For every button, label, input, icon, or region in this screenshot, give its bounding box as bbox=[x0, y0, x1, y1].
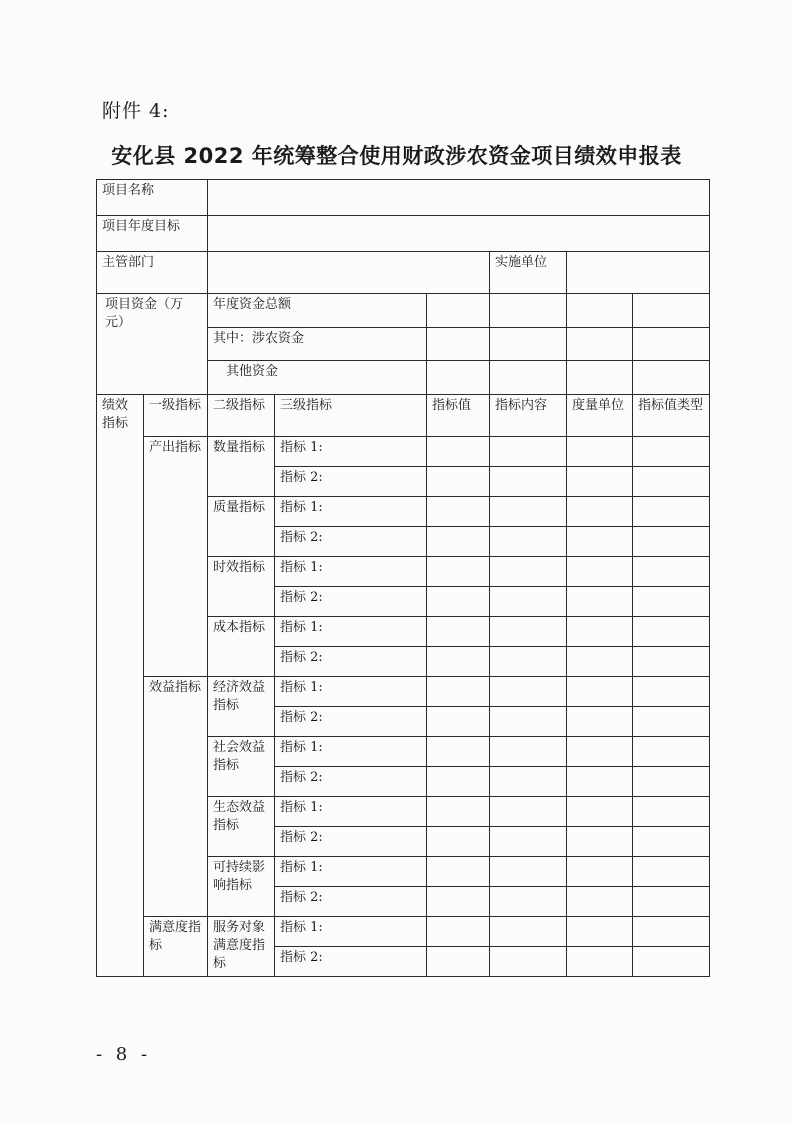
type-cell[interactable] bbox=[633, 767, 710, 797]
type-cell[interactable] bbox=[633, 947, 710, 977]
level3-indicator[interactable]: 指标 1: bbox=[275, 857, 427, 887]
dept-field[interactable] bbox=[208, 252, 490, 294]
row-annual-goal bbox=[97, 216, 710, 252]
type-cell[interactable] bbox=[633, 617, 710, 647]
value-cell[interactable] bbox=[427, 887, 490, 917]
type-cell[interactable] bbox=[633, 437, 710, 467]
unit-cell[interactable] bbox=[567, 437, 633, 467]
funds-label: 项目资金（万元） bbox=[97, 294, 208, 395]
level2-indicator: 社会效益指标 bbox=[208, 737, 275, 797]
type-cell[interactable] bbox=[633, 887, 710, 917]
header-type: 指标值类型 bbox=[633, 395, 710, 437]
content-cell[interactable] bbox=[490, 917, 567, 947]
content-cell[interactable] bbox=[490, 677, 567, 707]
indicator-row bbox=[97, 917, 710, 947]
level3-indicator[interactable]: 指标 1: bbox=[275, 497, 427, 527]
funds-agri-label: 其中：涉农资金 bbox=[208, 328, 427, 361]
type-cell[interactable] bbox=[633, 827, 710, 857]
level3-indicator[interactable]: 指标 2: bbox=[275, 587, 427, 617]
funds-other-cell-4[interactable] bbox=[633, 361, 710, 395]
level1-indicator: 产出指标 bbox=[144, 437, 208, 677]
level3-indicator[interactable]: 指标 2: bbox=[275, 647, 427, 677]
level3-indicator[interactable]: 指标 1: bbox=[275, 737, 427, 767]
funds-other-label: 其他资金 bbox=[208, 361, 427, 395]
level3-indicator[interactable]: 指标 1: bbox=[275, 917, 427, 947]
unit-cell[interactable] bbox=[567, 467, 633, 497]
annual-goal-label: 项目年度目标 bbox=[97, 216, 208, 252]
funds-agri-cell-3[interactable] bbox=[567, 328, 633, 361]
level3-indicator[interactable]: 指标 2: bbox=[275, 467, 427, 497]
row-funds-total bbox=[97, 294, 710, 328]
content-cell[interactable] bbox=[490, 887, 567, 917]
content-cell[interactable] bbox=[490, 647, 567, 677]
content-cell[interactable] bbox=[490, 947, 567, 977]
dept-label: 主管部门 bbox=[97, 252, 208, 294]
level3-indicator[interactable]: 指标 2: bbox=[275, 887, 427, 917]
value-cell[interactable] bbox=[427, 917, 490, 947]
level2-indicator: 可持续影响指标 bbox=[208, 857, 275, 917]
level3-indicator[interactable]: 指标 1: bbox=[275, 437, 427, 467]
type-cell[interactable] bbox=[633, 497, 710, 527]
row-project-name bbox=[97, 180, 710, 216]
header-level2: 二级指标 bbox=[208, 395, 275, 437]
indicator-row bbox=[97, 437, 710, 467]
funds-other-field[interactable] bbox=[427, 361, 490, 395]
type-cell[interactable] bbox=[633, 557, 710, 587]
funds-total-label: 年度资金总额 bbox=[208, 294, 427, 328]
value-cell[interactable] bbox=[427, 737, 490, 767]
funds-agri-cell-2[interactable] bbox=[490, 328, 567, 361]
type-cell[interactable] bbox=[633, 467, 710, 497]
level2-indicator: 经济效益指标 bbox=[208, 677, 275, 737]
type-cell[interactable] bbox=[633, 707, 710, 737]
level2-indicator: 成本指标 bbox=[208, 617, 275, 677]
content-cell[interactable] bbox=[490, 497, 567, 527]
content-cell[interactable] bbox=[490, 707, 567, 737]
unit-cell[interactable] bbox=[567, 797, 633, 827]
perf-side-label: 绩效指标 bbox=[97, 395, 144, 977]
content-cell[interactable] bbox=[490, 827, 567, 857]
level2-indicator: 生态效益指标 bbox=[208, 797, 275, 857]
project-name-field[interactable] bbox=[208, 180, 710, 216]
header-value: 指标值 bbox=[427, 395, 490, 437]
unit-cell[interactable] bbox=[567, 677, 633, 707]
unit-cell[interactable] bbox=[567, 947, 633, 977]
funds-agri-field[interactable] bbox=[427, 328, 490, 361]
value-cell[interactable] bbox=[427, 557, 490, 587]
funds-agri-cell-4[interactable] bbox=[633, 328, 710, 361]
level2-indicator: 服务对象满意度指标 bbox=[208, 917, 275, 977]
content-cell[interactable] bbox=[490, 557, 567, 587]
value-cell[interactable] bbox=[427, 707, 490, 737]
unit-cell[interactable] bbox=[567, 557, 633, 587]
type-cell[interactable] bbox=[633, 527, 710, 557]
impl-unit-field[interactable] bbox=[567, 252, 710, 294]
type-cell[interactable] bbox=[633, 737, 710, 767]
level3-indicator[interactable]: 指标 2: bbox=[275, 947, 427, 977]
type-cell[interactable] bbox=[633, 587, 710, 617]
unit-cell[interactable] bbox=[567, 527, 633, 557]
level3-indicator[interactable]: 指标 1: bbox=[275, 617, 427, 647]
project-name-label: 项目名称 bbox=[97, 180, 208, 216]
page-number: - 8 - bbox=[96, 1044, 152, 1065]
level3-indicator[interactable]: 指标 1: bbox=[275, 797, 427, 827]
unit-cell[interactable] bbox=[567, 737, 633, 767]
value-cell[interactable] bbox=[427, 647, 490, 677]
type-cell[interactable] bbox=[633, 647, 710, 677]
unit-cell[interactable] bbox=[567, 767, 633, 797]
content-cell[interactable] bbox=[490, 467, 567, 497]
level3-indicator[interactable]: 指标 2: bbox=[275, 767, 427, 797]
type-cell[interactable] bbox=[633, 677, 710, 707]
content-cell[interactable] bbox=[490, 617, 567, 647]
impl-unit-label: 实施单位 bbox=[490, 252, 567, 294]
content-cell[interactable] bbox=[490, 587, 567, 617]
level3-indicator[interactable]: 指标 2: bbox=[275, 707, 427, 737]
value-cell[interactable] bbox=[427, 947, 490, 977]
attachment-label: 附件 4: bbox=[102, 100, 170, 122]
value-cell[interactable] bbox=[427, 677, 490, 707]
value-cell[interactable] bbox=[427, 767, 490, 797]
indicator-row bbox=[97, 677, 710, 707]
value-cell[interactable] bbox=[427, 587, 490, 617]
funds-total-field[interactable] bbox=[427, 294, 490, 328]
value-cell[interactable] bbox=[427, 527, 490, 557]
unit-cell[interactable] bbox=[567, 617, 633, 647]
value-cell[interactable] bbox=[427, 827, 490, 857]
unit-cell[interactable] bbox=[567, 857, 633, 887]
value-cell[interactable] bbox=[427, 797, 490, 827]
funds-total-cell-2[interactable] bbox=[490, 294, 567, 328]
value-cell[interactable] bbox=[427, 437, 490, 467]
content-cell[interactable] bbox=[490, 857, 567, 887]
level2-indicator: 数量指标 bbox=[208, 437, 275, 497]
unit-cell[interactable] bbox=[567, 497, 633, 527]
level2-indicator: 质量指标 bbox=[208, 497, 275, 557]
unit-cell[interactable] bbox=[567, 587, 633, 617]
header-level3: 三级指标 bbox=[275, 395, 427, 437]
content-cell[interactable] bbox=[490, 797, 567, 827]
content-cell[interactable] bbox=[490, 737, 567, 767]
unit-cell[interactable] bbox=[567, 917, 633, 947]
type-cell[interactable] bbox=[633, 857, 710, 887]
value-cell[interactable] bbox=[427, 857, 490, 887]
content-cell[interactable] bbox=[490, 767, 567, 797]
unit-cell[interactable] bbox=[567, 707, 633, 737]
unit-cell[interactable] bbox=[567, 827, 633, 857]
level3-indicator[interactable]: 指标 2: bbox=[275, 827, 427, 857]
funds-total-cell-3[interactable] bbox=[567, 294, 633, 328]
level3-indicator[interactable]: 指标 1: bbox=[275, 557, 427, 587]
level2-indicator: 时效指标 bbox=[208, 557, 275, 617]
type-cell[interactable] bbox=[633, 917, 710, 947]
annual-goal-field[interactable] bbox=[208, 216, 710, 252]
header-unit: 度量单位 bbox=[567, 395, 633, 437]
type-cell[interactable] bbox=[633, 797, 710, 827]
value-cell[interactable] bbox=[427, 617, 490, 647]
funds-other-cell-2[interactable] bbox=[490, 361, 567, 395]
row-dept bbox=[97, 252, 710, 294]
content-cell[interactable] bbox=[490, 437, 567, 467]
performance-form-table bbox=[96, 179, 710, 977]
level1-indicator: 满意度指标 bbox=[144, 917, 208, 977]
value-cell[interactable] bbox=[427, 497, 490, 527]
header-content: 指标内容 bbox=[490, 395, 567, 437]
unit-cell[interactable] bbox=[567, 887, 633, 917]
level1-indicator: 效益指标 bbox=[144, 677, 208, 917]
content-cell[interactable] bbox=[490, 527, 567, 557]
funds-total-cell-4[interactable] bbox=[633, 294, 710, 328]
level3-indicator[interactable]: 指标 1: bbox=[275, 677, 427, 707]
row-perf-header bbox=[97, 395, 710, 437]
form-title: 安化县 2022 年统筹整合使用财政涉农资金项目绩效申报表 bbox=[111, 144, 682, 168]
value-cell[interactable] bbox=[427, 467, 490, 497]
level3-indicator[interactable]: 指标 2: bbox=[275, 527, 427, 557]
header-level1: 一级指标 bbox=[144, 395, 208, 437]
funds-other-cell-3[interactable] bbox=[567, 361, 633, 395]
unit-cell[interactable] bbox=[567, 647, 633, 677]
